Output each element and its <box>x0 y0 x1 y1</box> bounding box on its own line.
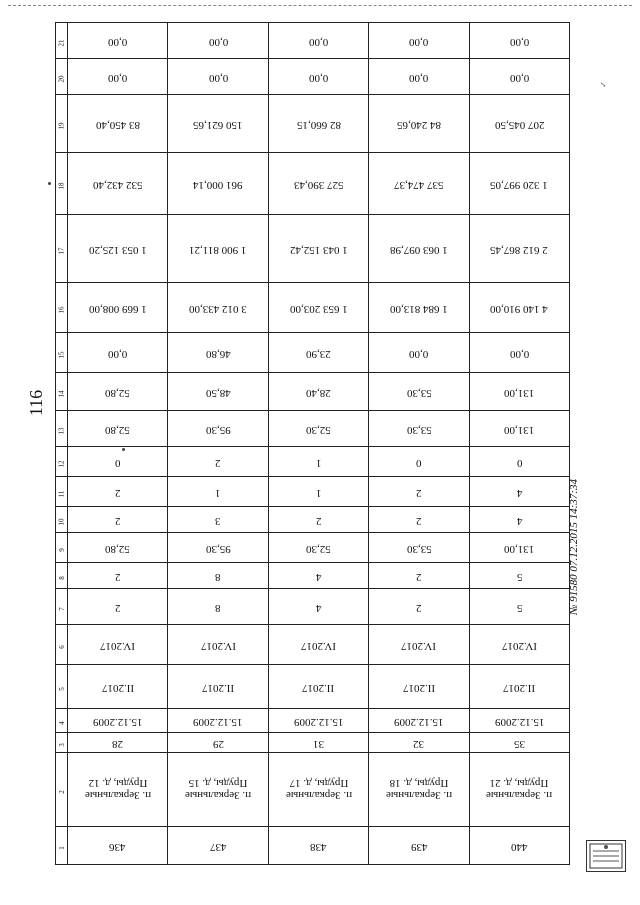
table-cell: 8 <box>168 589 268 625</box>
table-cell: 2 <box>369 589 469 625</box>
table-cell: II.2017 <box>68 665 168 709</box>
table-cell: 2 <box>68 563 168 589</box>
table-cell: 0,00 <box>369 23 469 59</box>
table-row-col-21 <box>56 23 570 59</box>
table-row-col-8 <box>56 563 570 589</box>
table-cell: 1 653 203,00 <box>268 283 368 333</box>
table-cell: 0,00 <box>168 23 268 59</box>
table-cell: 15.12.2009 <box>168 709 268 733</box>
table-cell: 2 <box>268 507 368 533</box>
column-number-15: 15 <box>56 333 68 373</box>
page-number: 116 <box>26 389 46 417</box>
table-cell: 2 612 867,45 <box>469 215 569 283</box>
column-number-12: 12 <box>56 447 68 477</box>
column-number-2: 2 <box>56 753 68 827</box>
table-cell: 1 684 813,00 <box>369 283 469 333</box>
table-cell: 0,00 <box>369 333 469 373</box>
column-number-8: 8 <box>56 563 68 589</box>
table-cell: 15.12.2009 <box>369 709 469 733</box>
column-number-19: 19 <box>56 95 68 153</box>
table-cell: 1 <box>268 477 368 507</box>
table-cell: 46,80 <box>168 333 268 373</box>
scan-speck <box>48 182 51 185</box>
column-number-7: 7 <box>56 589 68 625</box>
table-cell: 439 <box>369 827 469 865</box>
table-cell: 131,00 <box>469 533 569 563</box>
table-cell: 961 000,14 <box>168 153 268 215</box>
table-cell: 1 043 152,42 <box>268 215 368 283</box>
table-cell: 82 660,15 <box>268 95 368 153</box>
table-cell: 207 045,50 <box>469 95 569 153</box>
table-cell: 52,80 <box>68 411 168 447</box>
table-cell: 436 <box>68 827 168 865</box>
table-cell: 0 <box>369 447 469 477</box>
column-number-3: 3 <box>56 733 68 753</box>
top-dashed-rule <box>8 5 632 6</box>
column-number-4: 4 <box>56 709 68 733</box>
table-cell: 84 240,65 <box>369 95 469 153</box>
table-cell: 1 053 125,20 <box>68 215 168 283</box>
table-row-col-17 <box>56 215 570 283</box>
column-number-9: 9 <box>56 533 68 563</box>
table-cell: 0,00 <box>369 59 469 95</box>
table-row-col-9 <box>56 533 570 563</box>
table-cell: 0,00 <box>168 59 268 95</box>
table-cell: 1 669 008,00 <box>68 283 168 333</box>
table-row-col-18 <box>56 153 570 215</box>
column-number-13: 13 <box>56 411 68 447</box>
column-number-11: 11 <box>56 477 68 507</box>
table-cell: 527 390,43 <box>268 153 368 215</box>
column-number-17: 17 <box>56 215 68 283</box>
table-cell: 31 <box>268 733 368 753</box>
table-cell: 0,00 <box>469 333 569 373</box>
table-row-col-12 <box>56 447 570 477</box>
table-cell: 32 <box>369 733 469 753</box>
column-number-5: 5 <box>56 665 68 709</box>
table-cell: 2 <box>68 589 168 625</box>
table-row-col-19 <box>56 95 570 153</box>
margin-mark-icon: ✓ <box>598 81 608 88</box>
column-number-1: 1 <box>56 827 68 865</box>
table-cell: 2 <box>369 563 469 589</box>
column-number-18: 18 <box>56 153 68 215</box>
table-cell: 8 <box>168 563 268 589</box>
table-cell: IV.2017 <box>268 625 368 665</box>
table-row-col-1 <box>56 827 570 865</box>
table-cell: 4 <box>469 507 569 533</box>
table-cell: 5 <box>469 589 569 625</box>
address-cell: п. Зеркальные Пруды, д. 12 <box>68 753 168 827</box>
table-cell: II.2017 <box>369 665 469 709</box>
table-cell: 15.12.2009 <box>469 709 569 733</box>
table-cell: 1 <box>268 447 368 477</box>
table-row-col-11 <box>56 477 570 507</box>
table-row-col-13 <box>56 411 570 447</box>
table-cell: 52,80 <box>68 373 168 411</box>
table-cell: 532 432,40 <box>68 153 168 215</box>
table-cell: 52,30 <box>268 411 368 447</box>
table-cell: 1 063 097,98 <box>369 215 469 283</box>
table-row-col-15 <box>56 333 570 373</box>
table-cell: 2 <box>68 507 168 533</box>
table-row-col-5 <box>56 665 570 709</box>
table-cell: 53,30 <box>369 373 469 411</box>
table-cell: 0,00 <box>68 59 168 95</box>
table-cell: 4 140 910,00 <box>469 283 569 333</box>
table-row-col-2 <box>56 753 570 827</box>
table-cell: II.2017 <box>168 665 268 709</box>
table-cell: 15.12.2009 <box>68 709 168 733</box>
table-cell: 0,00 <box>68 23 168 59</box>
table-row-col-7 <box>56 589 570 625</box>
table-cell: 15.12.2009 <box>268 709 368 733</box>
table-cell: 131,00 <box>469 373 569 411</box>
column-number-6: 6 <box>56 625 68 665</box>
data-table <box>55 22 570 865</box>
table-cell: 131,00 <box>469 411 569 447</box>
table-cell: 3 <box>168 507 268 533</box>
table-cell: 1 320 997,05 <box>469 153 569 215</box>
table-cell: IV.2017 <box>168 625 268 665</box>
table-row-col-6 <box>56 625 570 665</box>
table-cell: IV.2017 <box>469 625 569 665</box>
table-cell: 28,40 <box>268 373 368 411</box>
data-table-wrapper <box>55 22 570 853</box>
table-cell: 23,90 <box>268 333 368 373</box>
address-cell: п. Зеркальные Пруды, д. 18 <box>369 753 469 827</box>
address-cell: п. Зеркальные Пруды, д. 21 <box>469 753 569 827</box>
table-cell: 440 <box>469 827 569 865</box>
table-cell: 2 <box>68 477 168 507</box>
table-cell: 4 <box>268 563 368 589</box>
table-cell: 83 450,40 <box>68 95 168 153</box>
registration-stamp-text: № 91580 07.12.2015 14:37:34 <box>568 479 580 615</box>
table-cell: 48,50 <box>168 373 268 411</box>
table-cell: II.2017 <box>268 665 368 709</box>
table-cell: 53,30 <box>369 411 469 447</box>
table-cell: 0,00 <box>68 333 168 373</box>
column-number-10: 10 <box>56 507 68 533</box>
table-cell: 2 <box>369 507 469 533</box>
table-cell: 53,30 <box>369 533 469 563</box>
table-cell: 52,80 <box>68 533 168 563</box>
table-cell: 0,00 <box>268 59 368 95</box>
table-cell: 95,30 <box>168 533 268 563</box>
table-cell: 1 <box>168 477 268 507</box>
table-cell: 537 474,37 <box>369 153 469 215</box>
table-cell: 35 <box>469 733 569 753</box>
table-cell: 0 <box>469 447 569 477</box>
table-cell: 0,00 <box>268 23 368 59</box>
table-cell: 1 900 811,21 <box>168 215 268 283</box>
address-cell: п. Зеркальные Пруды, д. 17 <box>268 753 368 827</box>
table-cell: 52,30 <box>268 533 368 563</box>
table-cell: 4 <box>469 477 569 507</box>
seal-graphic <box>589 843 623 869</box>
table-cell: 0 <box>68 447 168 477</box>
table-row-col-4 <box>56 709 570 733</box>
table-cell: 438 <box>268 827 368 865</box>
table-cell: 2 <box>369 477 469 507</box>
table-cell: 28 <box>68 733 168 753</box>
table-cell: 29 <box>168 733 268 753</box>
table-cell: 5 <box>469 563 569 589</box>
table-row-col-10 <box>56 507 570 533</box>
table-row-col-14 <box>56 373 570 411</box>
table-row-col-16 <box>56 283 570 333</box>
table-cell: 0,00 <box>469 23 569 59</box>
scan-speck <box>122 448 125 451</box>
table-cell: II.2017 <box>469 665 569 709</box>
table-cell: 95,30 <box>168 411 268 447</box>
column-number-21: 21 <box>56 23 68 59</box>
column-number-14: 14 <box>56 373 68 411</box>
address-cell: п. Зеркальные Пруды, д. 15 <box>168 753 268 827</box>
table-row-col-20 <box>56 59 570 95</box>
table-cell: 0,00 <box>469 59 569 95</box>
column-number-20: 20 <box>56 59 68 95</box>
table-cell: 4 <box>268 589 368 625</box>
table-cell: 437 <box>168 827 268 865</box>
column-number-16: 16 <box>56 283 68 333</box>
table-cell: IV.2017 <box>68 625 168 665</box>
seal-icon <box>586 840 626 872</box>
table-row-col-3 <box>56 733 570 753</box>
table-cell: 150 621,65 <box>168 95 268 153</box>
table-cell: 3 012 433,00 <box>168 283 268 333</box>
table-cell: IV.2017 <box>369 625 469 665</box>
table-cell: 2 <box>168 447 268 477</box>
